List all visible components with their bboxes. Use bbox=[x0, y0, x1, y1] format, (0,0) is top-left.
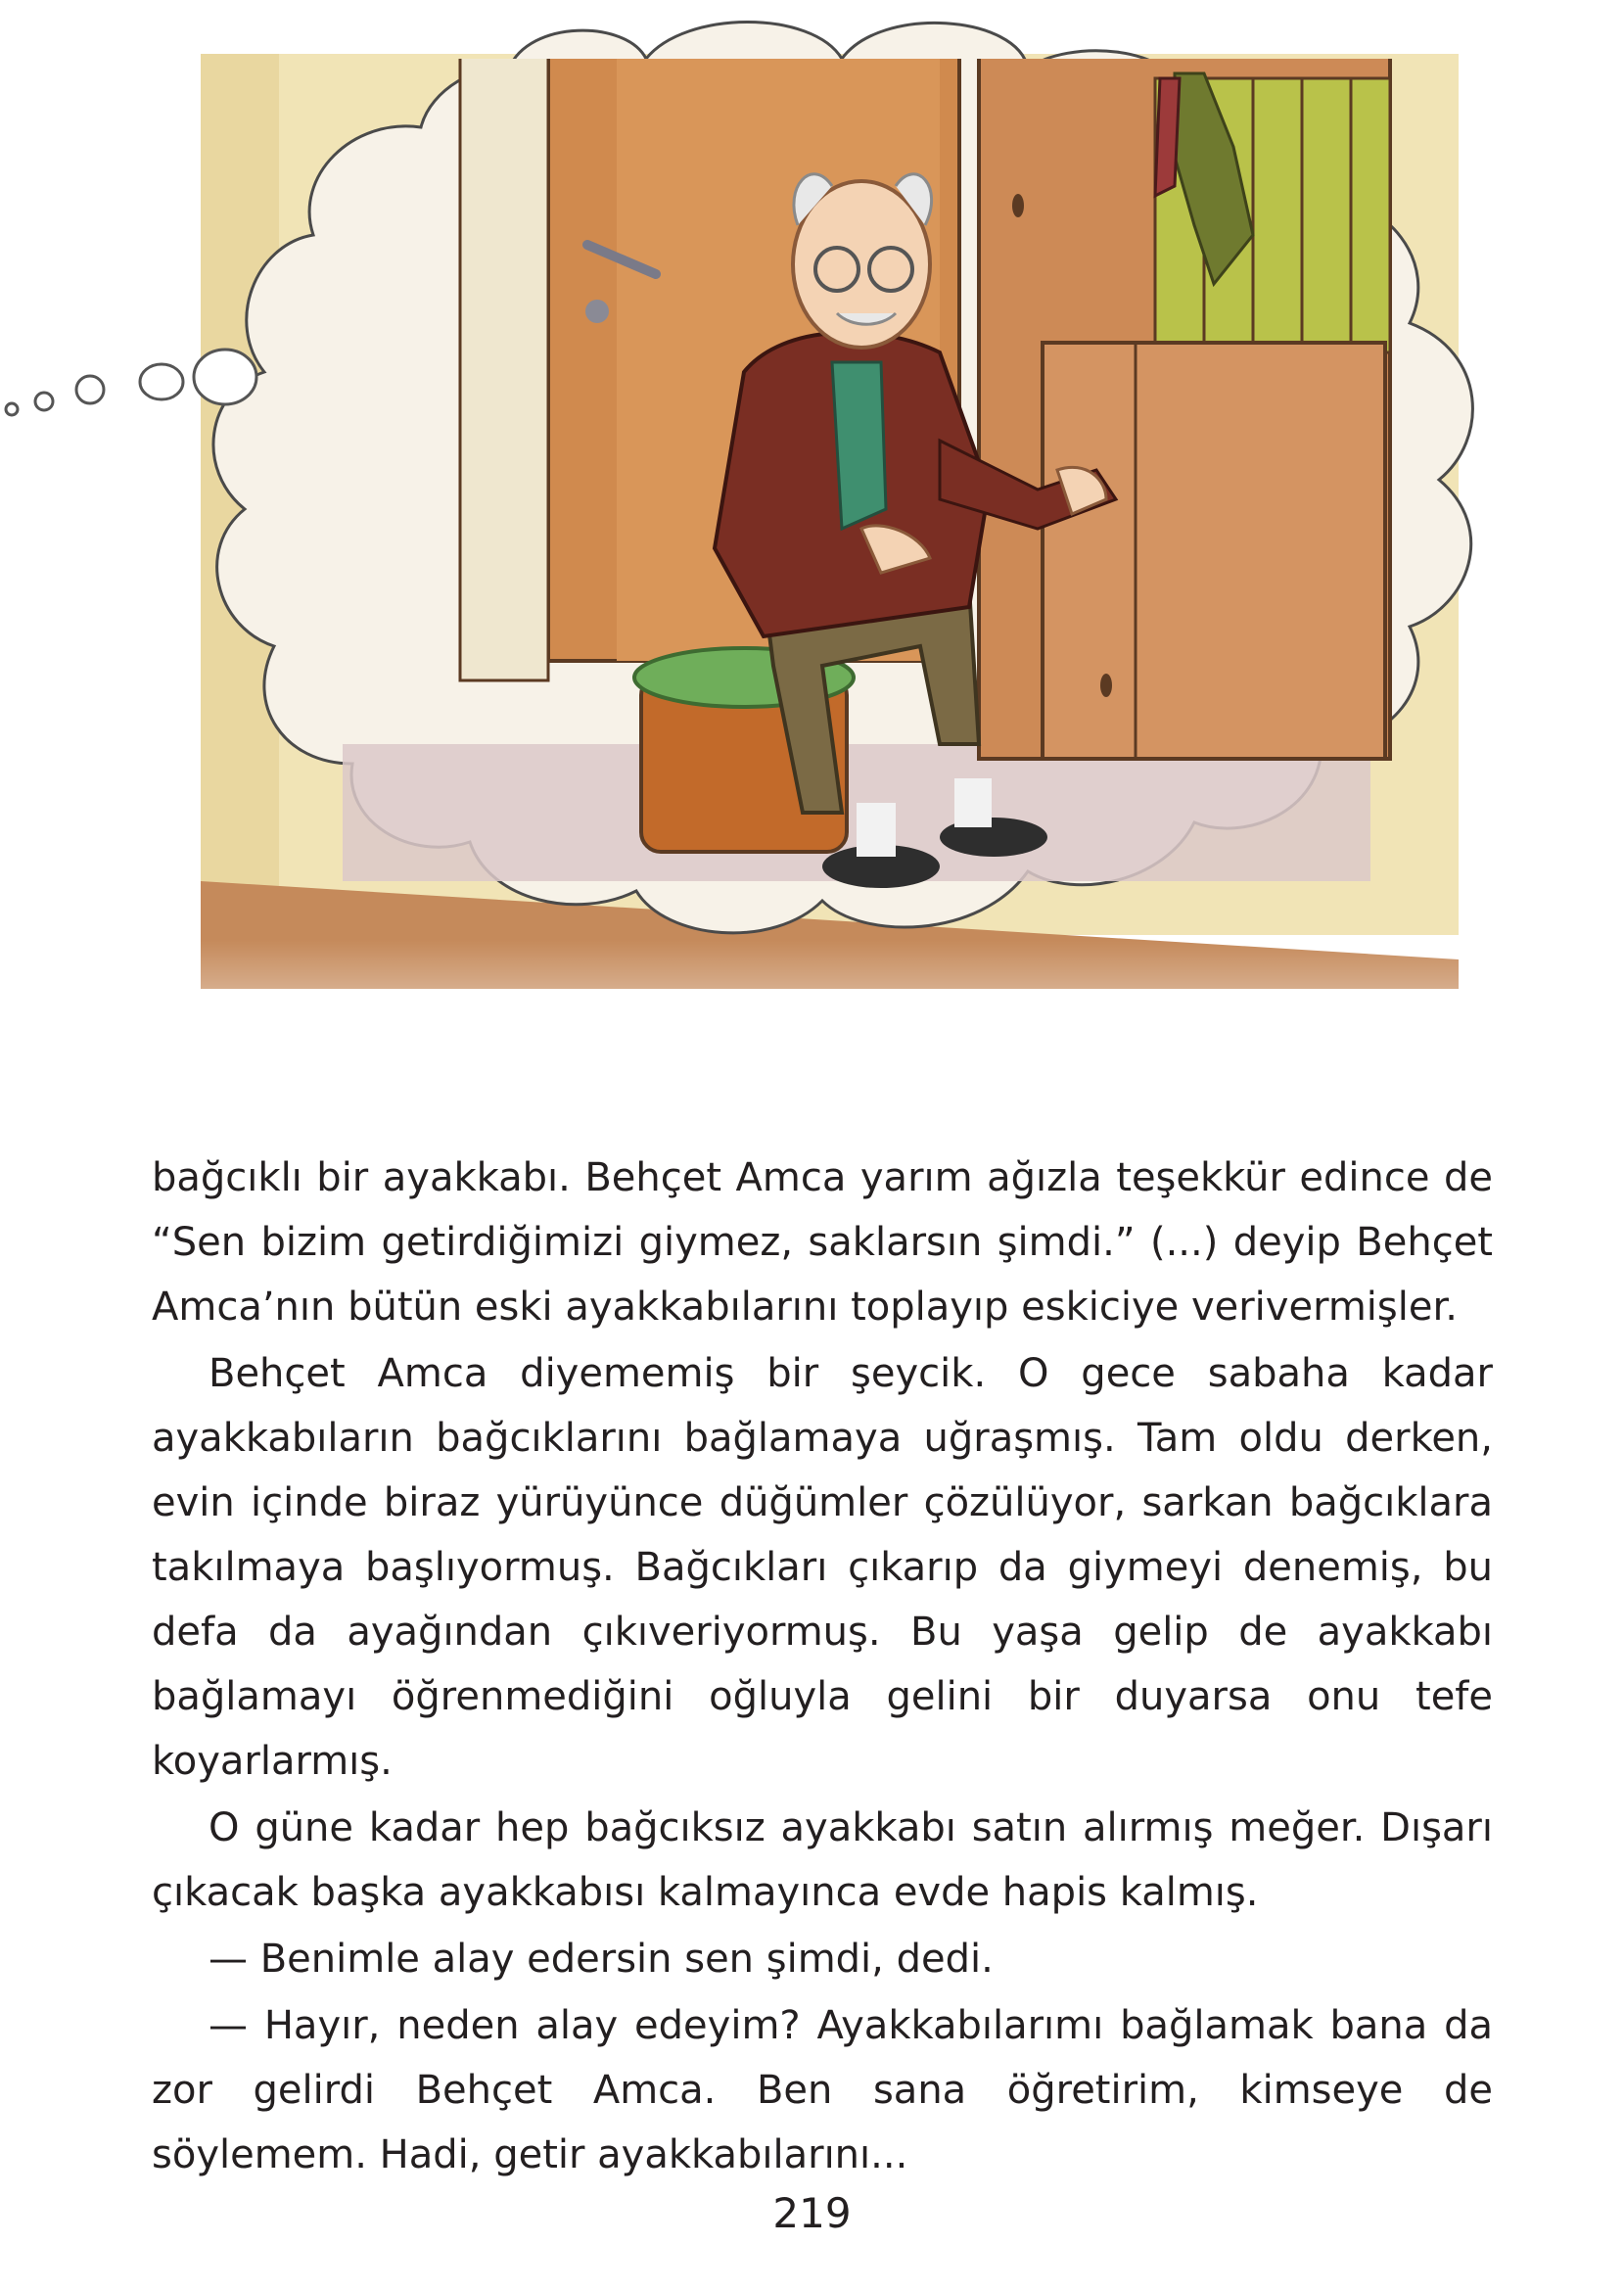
wardrobe bbox=[979, 54, 1390, 759]
story-illustration bbox=[0, 0, 1624, 1106]
dialogue-line: — Benimle alay edersin sen şimdi, dedi. bbox=[209, 1937, 994, 1982]
paragraph: O güne kadar hep bağcıksız ayakkabı satın alırmış meğer. Dışarı çıkacak başka ayakkabısı kalmayınca evde hapis kalmış. bbox=[152, 1805, 1493, 1915]
story-text bbox=[152, 1146, 1493, 2189]
page-number: 219 bbox=[772, 2189, 852, 2237]
paragraph: Behçet Amca diyememiş bir şeycik. O gece sabaha kadar ayakkabıların bağcıklarını bağlamaya uğraşmış. Tam oldu derken, evin içinde biraz yürüyünce düğümler çözülüyor, sarkan bağcıklara takılmaya başlıyormuş. Bağcıkları çıkarıp da giymeyi denemiş, bu defa da ayağından çıkıveriyormuş. Bu yaşa gelip de ayakkabı bağlamayı öğrenmediğini oğluyla gelini bir duyarsa onu tefe koyarlarmış. bbox=[152, 1351, 1493, 1784]
dialogue-line: — Hayır, neden alay edeyim? Ayakkabılarımı bağlamak bana da zor gelirdi Behçet Amca. Ben sana öğretirim, kimseye de söylemem. Hadi, getir ayakkabılarını... bbox=[152, 2003, 1493, 2177]
paragraph: bağcıklı bir ayakkabı. Behçet Amca yarım ağızla teşekkür edince de “Sen bizim getirdiğimizi giymez, saklarsın şimdi.” (...) deyip Behçet Amca’nın bütün eski ayakkabılarını toplayıp eskiciye verivermişler. bbox=[152, 1155, 1493, 1330]
